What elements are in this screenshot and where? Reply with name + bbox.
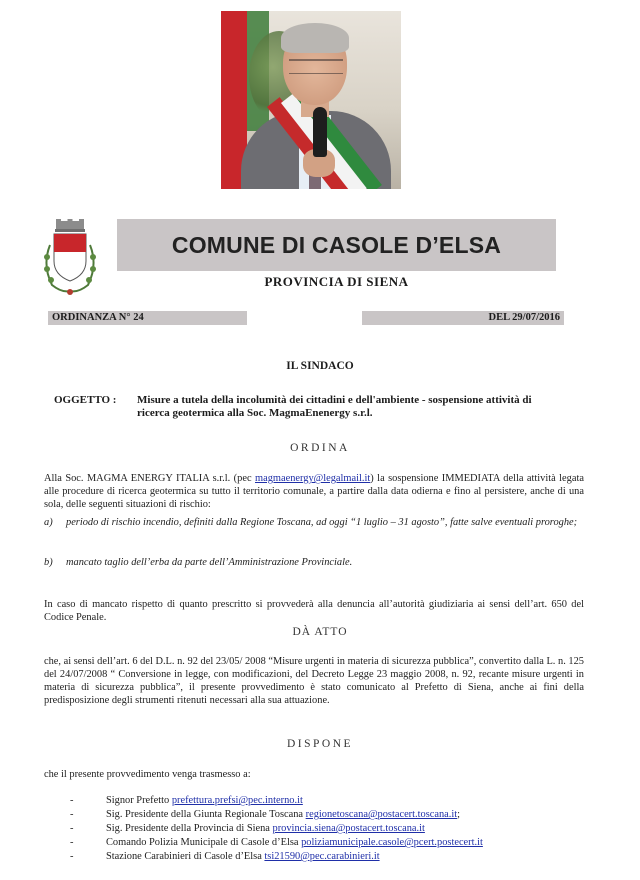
prefettura-email-link[interactable]: prefettura.prefsi@pec.interno.it xyxy=(171,795,303,806)
dash-marker: - xyxy=(70,851,74,862)
oggetto-text: Misure a tutela della incolumità dei cittadini e dell'ambiente - sospensione attività di ricerca geotermica alla Soc. MagmaEnenergy s.r.l. xyxy=(137,394,532,419)
item-text: periodo di rischio incendio, definiti dalla Regione Toscana, ad oggi “1 luglio – 31 agosto”, fatte salve eventuali proroghe; xyxy=(66,517,578,528)
recipient-label: Stazione Carabinieri di Casole d’Elsa xyxy=(106,851,265,862)
polizia-email-link[interactable]: poliziamunicipale.casole@pcert.postecert.it xyxy=(301,837,483,848)
dispone-heading: DISPONE xyxy=(286,738,354,750)
regione-email-link[interactable]: regionetoscana@postacert.toscana.it xyxy=(305,809,458,820)
item-text: mancato taglio dell’erba da parte dell’Amministrazione Provinciale. xyxy=(66,557,353,568)
dash-marker: - xyxy=(70,837,74,848)
penal-warning: In caso di mancato rispetto di quanto prescritto si provvederà alla denuncia all’autorità giudiziaria ai sensi dell’art. 650 del Codice Penale. xyxy=(44,599,584,623)
ordina-text-end: ) la sospensione IMMEDIATA della attività legata alle procedure di ricerca geotermica su tutto il territorio comunale, a partire dalla data odierna e fino al persistere, anche di una sola, delle seguenti situazioni di rischio: xyxy=(44,473,584,510)
list-item xyxy=(0,822,640,836)
dash-marker: - xyxy=(70,795,74,806)
dispone-intro: che il presente provvedimento venga trasmesso a: xyxy=(44,769,251,780)
dash-marker: - xyxy=(70,823,74,834)
recipient-list xyxy=(0,794,640,874)
sindaco-heading: IL SINDACO xyxy=(286,360,354,372)
dash-marker: - xyxy=(70,809,74,820)
oggetto-label: OGGETTO : xyxy=(54,394,117,406)
recipient-label: Signor Prefetto xyxy=(106,795,172,806)
da-atto-heading: DÀ ATTO xyxy=(292,626,348,638)
provincia-email-link[interactable]: provincia.siena@postacert.toscana.it xyxy=(272,823,425,834)
header-banner xyxy=(117,219,556,271)
list-item xyxy=(0,794,640,808)
ordina-heading: ORDINA xyxy=(290,442,350,454)
recipient-label: Sig. Presidente della Giunta Regionale Toscana xyxy=(106,809,306,820)
list-item xyxy=(44,556,584,569)
item-marker: a) xyxy=(44,517,53,528)
mayor-photo xyxy=(221,11,401,189)
list-item xyxy=(0,808,640,822)
carabinieri-email-link[interactable]: tsi21590@pec.carabinieri.it xyxy=(264,851,380,862)
ordinance-date: DEL 29/07/2016 xyxy=(362,311,564,325)
list-item xyxy=(44,516,584,529)
recipient-label: Comando Polizia Municipale di Casole d’Elsa xyxy=(106,837,302,848)
recipient-suffix: ; xyxy=(457,809,461,820)
list-item xyxy=(0,836,640,850)
recipient-label: Sig. Presidente della Provincia di Siena xyxy=(106,823,273,834)
province-label: PROVINCIA DI SIENA xyxy=(264,274,409,289)
ordina-paragraph xyxy=(44,472,584,511)
magmaenergy-email-link[interactable]: magmaenergy@legalmail.it xyxy=(255,473,371,484)
da-atto-paragraph: che, ai sensi dell’art. 6 del D.L. n. 92 del 23/05/ 2008 “Misure urgenti in materia di sicurezza pubblica”, convertito dalla L. n. 125 del 24/07/2008 “ Conversione in legge, con modificazioni, del Decreto Legge 23 maggio 2008, n. 92, recante misure urgenti in materia di sicurezza pubblica”, il presente provvedimento è stato comunicato al Prefetto di Siena, anche ai fini della predisposizione degli strumenti ritenuti necessari alla sua attuazione. xyxy=(44,656,584,706)
list-item xyxy=(0,850,640,864)
item-marker: b) xyxy=(44,557,53,568)
ordinance-number: ORDINANZA N° 24 xyxy=(48,311,247,325)
comune-title: COMUNE DI CASOLE D’ELSA xyxy=(171,231,502,258)
ordina-text-start: Alla Soc. MAGMA ENERGY ITALIA s.r.l. (pec xyxy=(44,473,255,484)
coat-of-arms-icon xyxy=(38,219,102,301)
